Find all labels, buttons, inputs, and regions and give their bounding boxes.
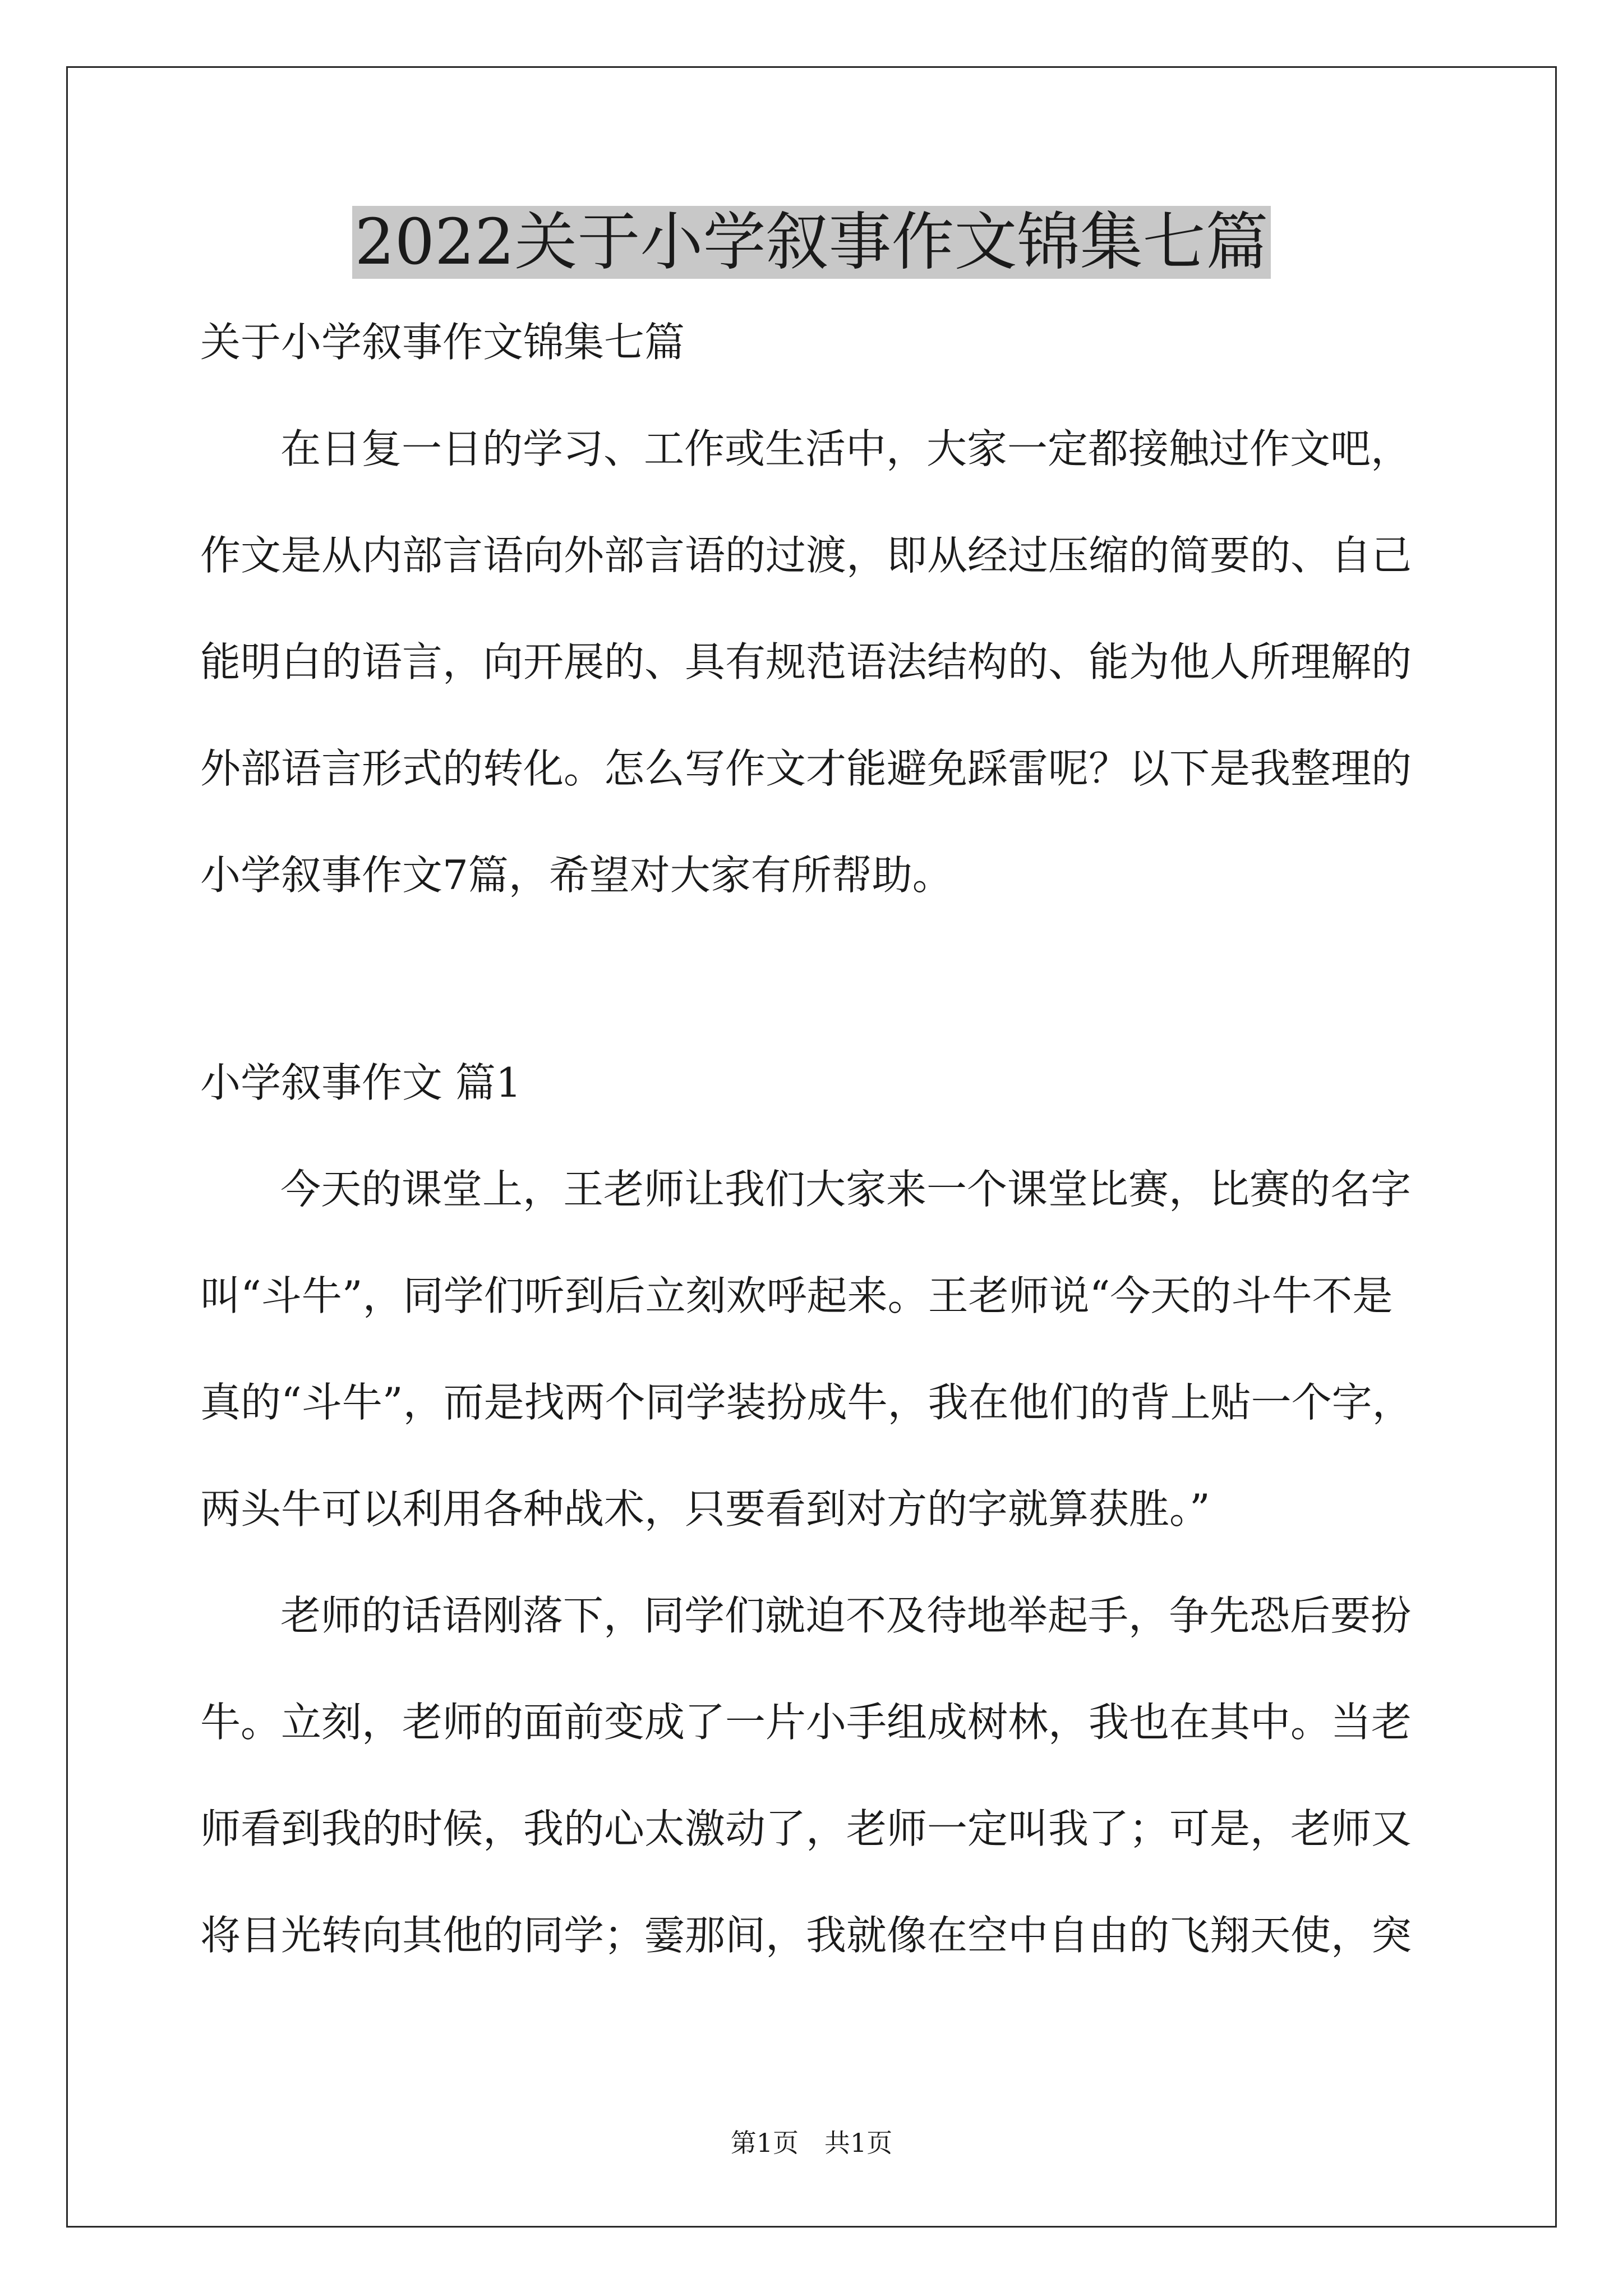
section-heading: 小学叙事作文 篇1 [200, 1059, 522, 1106]
para1-line-1: 今天的课堂上，王老师让我们大家来一个课堂比赛，比赛的名字 [280, 1166, 1412, 1213]
intro-line-5: 小学叙事作文7篇，希望对大家有所帮助。 [200, 852, 953, 899]
para1-line-3: 真的“斗牛”，而是找两个同学装扮成牛，我在他们的背上贴一个字， [200, 1379, 1413, 1426]
para1-line-2: 叫“斗牛”，同学们听到后立刻欢呼起来。王老师说“今天的斗牛不是 [200, 1272, 1393, 1319]
para1-line-4: 两头牛可以利用各种战术，只要看到对方的字就算获胜。” [200, 1485, 1210, 1533]
intro-line-3: 能明白的语言，向开展的、具有规范语法结构的、能为他人所理解的 [200, 638, 1412, 685]
intro-line-4: 外部语言形式的转化。怎么写作文才能避免踩雷呢？以下是我整理的 [200, 745, 1412, 792]
document-title: 2022关于小学叙事作文锦集七篇 [0, 200, 1623, 284]
para2-line-2: 牛。立刻，老师的面前变成了一片小手组成树林，我也在其中。当老 [200, 1699, 1412, 1746]
intro-line-2: 作文是从内部言语向外部言语的过渡，即从经过压缩的简要的、自己 [200, 532, 1412, 579]
para2-line-1: 老师的话语刚落下，同学们就迫不及待地举起手，争先恐后要扮 [280, 1592, 1412, 1639]
page-footer: 第1页 共1页 [730, 2128, 893, 2158]
intro-line-1: 在日复一日的学习、工作或生活中，大家一定都接触过作文吧， [280, 425, 1412, 472]
document-subtitle: 关于小学叙事作文锦集七篇 [200, 319, 685, 366]
page-border [66, 66, 1557, 2228]
para2-line-4: 将目光转向其他的同学；霎那间，我就像在空中自由的飞翔天使，突 [200, 1912, 1412, 1959]
para2-line-3: 师看到我的时候，我的心太激动了，老师一定叫我了；可是，老师又 [200, 1805, 1412, 1852]
